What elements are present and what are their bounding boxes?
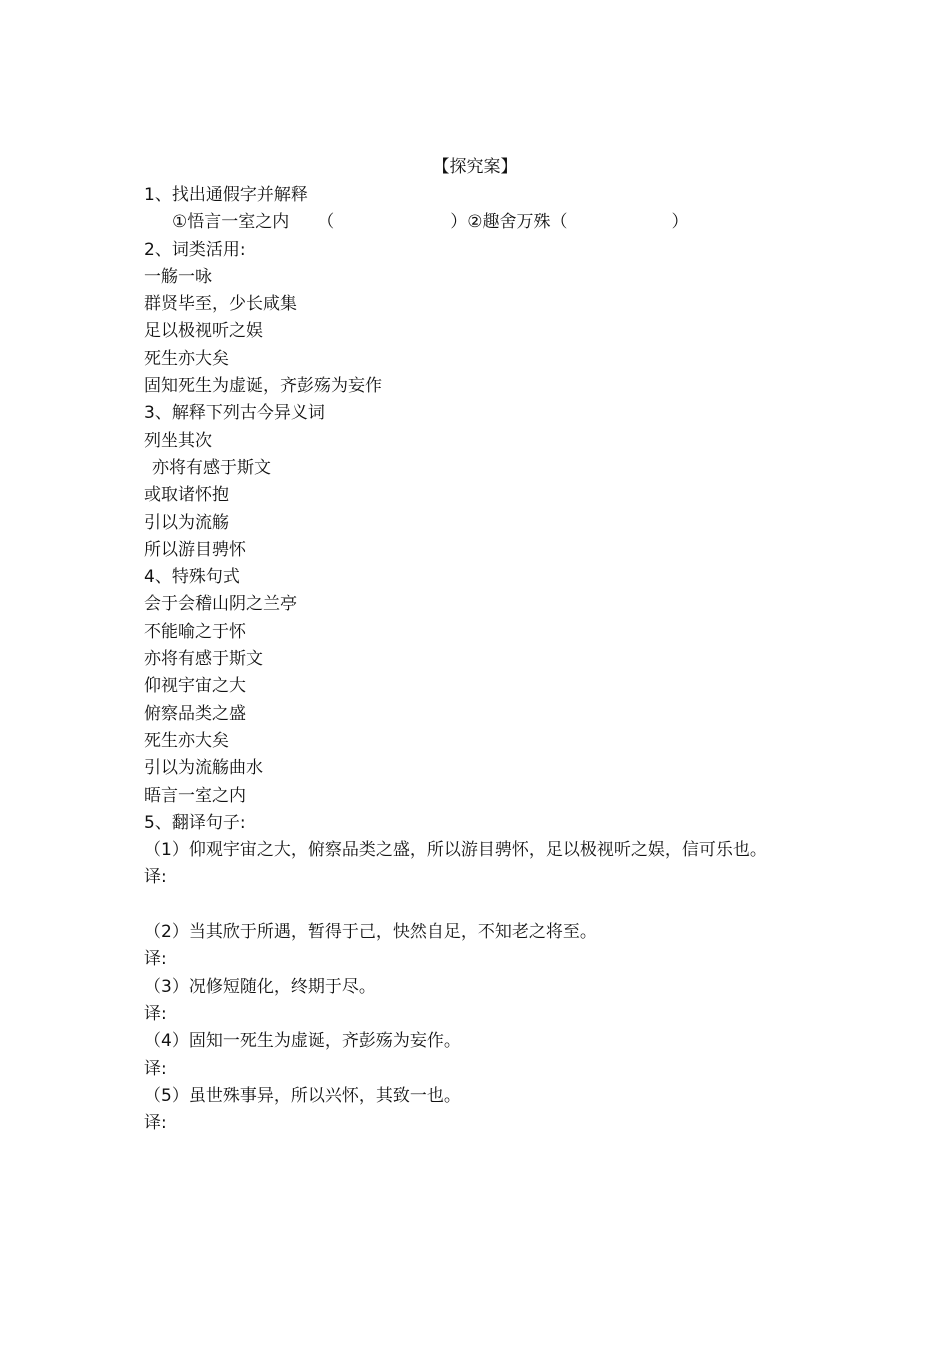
list-item: 群贤毕至，少长咸集 xyxy=(144,294,297,315)
list-item: 死生亦大矣 xyxy=(144,730,229,751)
translation-question-3: （3）况修短随化，终期于尽。 xyxy=(144,976,376,997)
list-item: 所以游目骋怀 xyxy=(144,539,246,560)
list-item: 晤言一室之内 xyxy=(144,785,246,806)
page-title: 【探究案】 xyxy=(432,157,518,177)
list-item: 仰视宇宙之大 xyxy=(144,676,246,697)
list-item: 或取诸怀抱 xyxy=(144,485,229,506)
list-item: 会于会稽山阴之兰亭 xyxy=(144,594,297,615)
answer-label: 译: xyxy=(144,1003,167,1024)
answer-label: 译: xyxy=(144,867,167,888)
section-4-heading: 4、特殊句式 xyxy=(144,567,240,588)
section-3-heading: 3、解释下列古今异义词 xyxy=(144,403,325,424)
tongjia-item-2: ）②趣舍万殊（ xyxy=(450,212,568,233)
list-item: 不能喻之于怀 xyxy=(144,621,246,642)
answer-space xyxy=(144,892,784,919)
tongjia-item-1: ①悟言一室之内 xyxy=(172,212,290,233)
list-item: 俯察品类之盛 xyxy=(144,703,246,724)
translation-question-5: （5）虽世殊事异，所以兴怀，其致一也。 xyxy=(144,1085,461,1106)
answer-label: 译: xyxy=(144,949,167,970)
list-item: 足以极视听之娱 xyxy=(144,321,263,342)
list-item: 引以为流觞 xyxy=(144,512,229,533)
paren-open-1: （ xyxy=(317,212,335,233)
section-5-heading: 5、翻译句子: xyxy=(144,812,246,833)
answer-label: 译: xyxy=(144,1058,167,1079)
section-1-items xyxy=(144,209,784,236)
section-2-heading: 2、词类活用: xyxy=(144,239,246,260)
section-1-heading: 1、找出通假字并解释 xyxy=(144,185,308,205)
list-item: 引以为流觞曲水 xyxy=(144,758,263,779)
worksheet-content xyxy=(144,182,784,1137)
list-item: 亦将有感于斯文 xyxy=(144,649,263,670)
translation-question-2: （2）当其欣于所遇，暂得于己，快然自足，不知老之将至。 xyxy=(144,922,597,943)
list-item: 固知死生为虚诞，齐彭殇为妄作 xyxy=(144,376,382,397)
list-item: 亦将有感于斯文 xyxy=(152,457,271,478)
answer-label: 译: xyxy=(144,1113,167,1134)
list-item: 死生亦大矣 xyxy=(144,348,229,369)
paren-close-2: ） xyxy=(671,212,689,233)
translation-question-4: （4）固知一死生为虚诞，齐彭殇为妄作。 xyxy=(144,1031,461,1052)
translation-question-1: （1）仰观宇宙之大，俯察品类之盛，所以游目骋怀，足以极视听之娱，信可乐也。 xyxy=(144,840,767,861)
list-item: 一觞一咏 xyxy=(144,266,212,287)
list-item: 列坐其次 xyxy=(144,430,212,451)
